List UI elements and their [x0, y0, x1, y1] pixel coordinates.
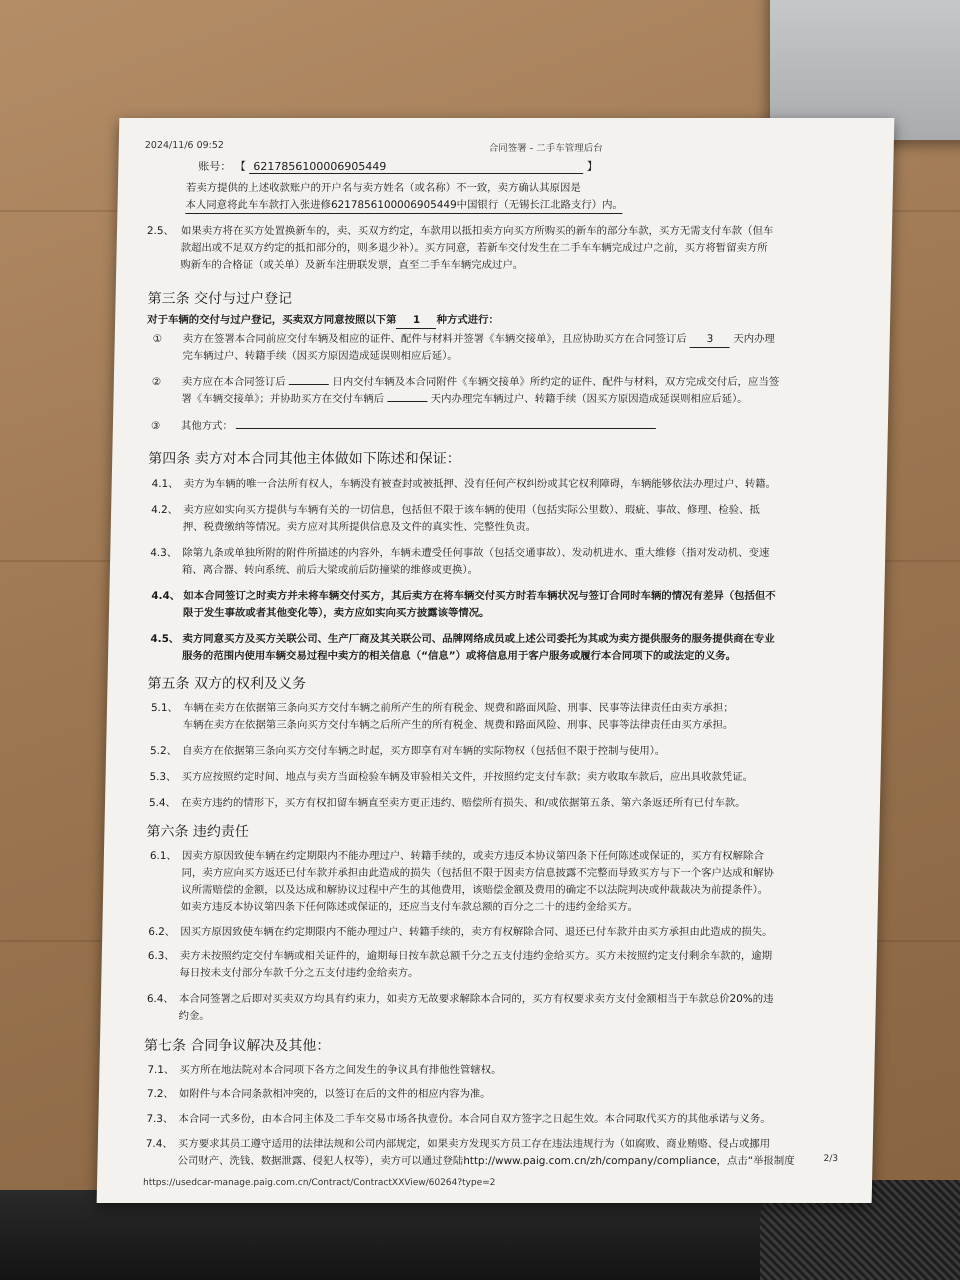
footer-url: https://usedcar-manage.paig.com.cn/Contract/ContractXXView/60264?type=2: [142, 1178, 496, 1188]
clause-number: 6.2、: [148, 926, 176, 938]
clause-line: 买方要求其员工遵守适用的法律法规和公司内部规定，如果卖方发现买方员工存在违法违规行为（如腐败、商业贿赂、侵占或挪用: [177, 1138, 771, 1150]
clause-number: 5.2、: [149, 745, 178, 757]
account-label: 账号：: [198, 160, 232, 173]
clause-number: 7.2、: [146, 1088, 174, 1100]
method-2-text: 卖方应在本合同签订后: [181, 376, 286, 388]
clause-line: 本合同一式多份，由本合同主体及二手车交易市场各执壹份。本合同自双方签字之日起生效。本合同取代买方的其他承诺与义务。: [178, 1113, 771, 1125]
clause-line: 款超出或不足双方约定的抵扣部分的，则多退少补）。买方同意，若新车交付发生在二手车车辆完成过户之前，买方将暂留卖方所: [180, 242, 768, 254]
print-title: 合同签署 - 二手车管理后台: [488, 143, 603, 154]
clause-number: 4.2、: [151, 504, 179, 516]
clause-number: 7.1、: [147, 1064, 175, 1076]
clause-number: 7.3、: [146, 1113, 174, 1125]
clause-line: 自卖方在依据第三条向买方交付车辆之时起，买方即享有对车辆的实际物权（包括但不限于控制与使用）。: [181, 745, 666, 757]
clause-line: 箱、离合器、转向系统、前后大梁或前后防撞梁的维修或更换）。: [181, 564, 479, 576]
method-1-text: 卖方在签署本合同前应交付车辆及相应的证件、配件与材料并签署《车辆交接单》，且应协助买方在合同签订后: [182, 333, 687, 345]
method-2-blank: [289, 384, 329, 385]
clause-line: 除第九条或单独所附的附件所描述的内容外，车辆未遭受任何事故（包括交通事故）、发动机进水、重大维修（指对发动机、变速: [182, 547, 770, 559]
section-heading-3: 第三条 交付与过户登记: [147, 291, 293, 307]
clause-number: 4.3、: [150, 547, 178, 559]
clause-line: 同，卖方应向买方返还已付车款并承担由此造成的损失（包括但不限于因卖方信息披露不完整而导致买方与下一个客户达成和解协: [181, 867, 774, 879]
clause-number: 7.4、: [145, 1138, 173, 1150]
method-2-text2: 署《车辆交接单》；并协助买方在交付车辆后: [181, 393, 385, 405]
method-2-line-1: [182, 374, 780, 390]
page-number: 2/3: [823, 1154, 839, 1164]
method-2-marker: ②: [151, 376, 162, 388]
clause-number: 2.5、: [146, 225, 175, 237]
clause-line: 如本合同签订之时卖方并未将车辆交付买方，其后卖方在将车辆交付买方时若车辆状况与签订合同时车辆的情况有差异（包括但不: [183, 590, 776, 602]
bracket-open: 【: [234, 160, 246, 173]
clause-line: 公司财产、洗钱、数据泄露、侵犯人权等），卖方可以通过登陆http://www.paig.com.cn/zh/company/compliance，点击“举报制度: [177, 1155, 795, 1167]
clause-line: 如附件与本合同条款相冲突的，以签订在后的文件的相应内容为准。: [178, 1088, 491, 1100]
method-1-line-1: [183, 331, 775, 348]
clause-number: 4.5、: [150, 633, 180, 645]
clause-number: 4.1、: [151, 478, 179, 490]
clause-line: 购新车的合格证（或关单）及新车注册联发票，直至二手车车辆完成过户。: [180, 259, 524, 271]
method-2-blank-2: [387, 401, 427, 402]
clause-line: 车辆在卖方在依据第三条向买方交付车辆之后所产生的所有税金、规费和路面风险、刑事、民事等法律责任由买方承担。: [182, 719, 734, 731]
clause-number: 5.3、: [149, 771, 177, 783]
clause-line: 卖方应如实向买方提供与车辆有关的一切信息，包括但不限于该车辆的使用（包括实际公里数）、瑕疵、事故、修理、检验、抵: [183, 504, 760, 516]
print-date: 2024/11/6 09:52: [144, 140, 225, 151]
method-3-line: [181, 418, 657, 434]
clause-line: 每日按未支付部分车款千分之五支付违约金给卖方。: [179, 967, 419, 979]
method-1-days: 3: [690, 331, 730, 348]
method-2-line-2: [181, 391, 747, 407]
clause-line: 在卖方违约的情形下，买方有权扣留车辆直至卖方更正违约、赔偿所有损失、和/或依据第五条、第六条返还所有已付车款。: [180, 797, 746, 809]
clause-line: 车辆在卖方在依据第三条向买方交付车辆之前所产生的所有税金、规费和路面风险、刑事、民事等法律责任由卖方承担；: [182, 702, 734, 714]
clause-line: 限于发生事故或者其他变化等），卖方应如实向买方披露该等情况。: [182, 607, 490, 619]
intro-line-1: 若卖方提供的上述收款账户的开户名与卖方姓名（或名称）不一致，卖方确认其原因是: [185, 182, 581, 194]
method-1-line-2: 完车辆过户、转籍手续（因买方原因造成延误则相应后延）。: [182, 350, 458, 362]
delivery-lead-end: 种方式进行：: [436, 314, 499, 326]
delivery-method-line: [147, 312, 499, 329]
clause-line: 因买方原因致使车辆在约定期限内不能办理过户、转籍手续的，卖方有权解除合同、退还已付车款并由买方承担由此造成的损失。: [180, 926, 773, 938]
clause-line: 如果卖方将在买方处置换新车的，卖、买双方约定，车款用以抵扣卖方向买方所购买的新车的部分车款，买方无需支付车款（但车: [180, 225, 774, 237]
method-3-marker: ③: [150, 420, 161, 432]
bracket-close: 】: [586, 160, 598, 173]
clause-number: 6.3、: [147, 950, 175, 962]
section-heading-6: 第六条 违约责任: [146, 824, 250, 840]
account-number: 6217856100006905449: [249, 160, 583, 174]
clause-line: 议所需赔偿的金额，以及达成和解协议过程中产生的其他费用，该赔偿金额及费用的确定不以法院判决或仲裁裁决为前提条件）。: [181, 884, 769, 896]
clause-number: 5.4、: [148, 797, 177, 809]
clause-line: 约金。: [178, 1010, 210, 1022]
delivery-method-value: 1: [396, 312, 436, 329]
section-heading-5: 第五条 双方的权利及义务: [147, 676, 307, 692]
clause-line: 押、税费缴纳等情况。卖方应对其所提供信息及文件的真实性、完整性负责。: [182, 521, 537, 533]
account-row: [198, 158, 598, 174]
clause-number: 6.1、: [149, 850, 177, 862]
section-heading-7: 第七条 合同争议解决及其他：: [143, 1038, 331, 1054]
method-1-marker: ①: [152, 333, 163, 345]
clause-line: 服务的范围内使用车辆交易过程中卖方的相关信息（“信息”）或将信息用于客户服务或履行本合同项下的或法定的义务。: [181, 650, 737, 662]
clause-number: 5.1、: [150, 702, 179, 714]
intro-line-2: 本人同意将此车车款打入张进修6217856100006905449中国银行（无锡长江北路支行）内。: [185, 197, 623, 214]
clause-line: 买方应按照约定时间、地点与卖方当面检验车辆及审验相关文件，并按照约定支付车款；卖方收取车款后，应出具收款凭证。: [181, 771, 754, 783]
method-2-text2-end: 天内办理完车辆过户、转籍手续（因买方原因造成延误则相应后延）。: [430, 393, 748, 405]
clause-number: 4.4、: [151, 590, 181, 602]
clause-line: 卖方同意买方及买方关联公司、生产厂商及其关联公司、品牌网络成员或上述公司委托为其或为卖方提供服务的服务提供商在专业: [182, 633, 775, 645]
clause-number: 6.4、: [146, 993, 174, 1005]
clause-line: 因卖方原因致使车辆在约定期限内不能办理过户、转籍手续的，或卖方违反本协议第四条下任何陈述或保证的，买方有权解除合: [181, 850, 764, 862]
method-3-blank: [236, 428, 656, 429]
clause-line: 买方所在地法院对本合同项下各方之间发生的争议具有排他性管辖权。: [179, 1064, 502, 1076]
method-2-text-cont: 日内交付车辆及本合同附件《车辆交接单》所约定的证件、配件与材料，双方完成交付后，应当签: [332, 376, 780, 388]
clause-line: 卖方未按照约定交付车辆或相关证件的，逾期每日按车款总额千分之五支付违约金给买方。买方未按照约定支付剩余车款的，逾期: [179, 950, 773, 962]
delivery-lead: 对于车辆的交付与过户登记，买卖双方同意按照以下第: [147, 314, 397, 326]
contract-page: [97, 118, 895, 1203]
clause-line: 如卖方违反本协议第四条下任何陈述或保证的，还应当支付车款总额的百分之二十的违约金给买方。: [180, 901, 639, 913]
method-3-label: 其他方式：: [180, 420, 233, 432]
section-heading-4: 第四条 卖方对本合同其他主体做如下陈述和保证：: [148, 451, 461, 467]
method-1-text-end: 天内办理: [733, 333, 775, 345]
clause-line: 卖方为车辆的唯一合法所有权人，车辆没有被查封或被抵押、没有任何产权纠纷或其它权利障碍，车辆能够依法办理过户、转籍。: [183, 478, 777, 490]
clause-line: 本合同签署之后即对买卖双方均具有约束力，如卖方无故要求解除本合同的，买方有权要求卖方支付金额相当于车款总价20%的违: [178, 993, 774, 1005]
